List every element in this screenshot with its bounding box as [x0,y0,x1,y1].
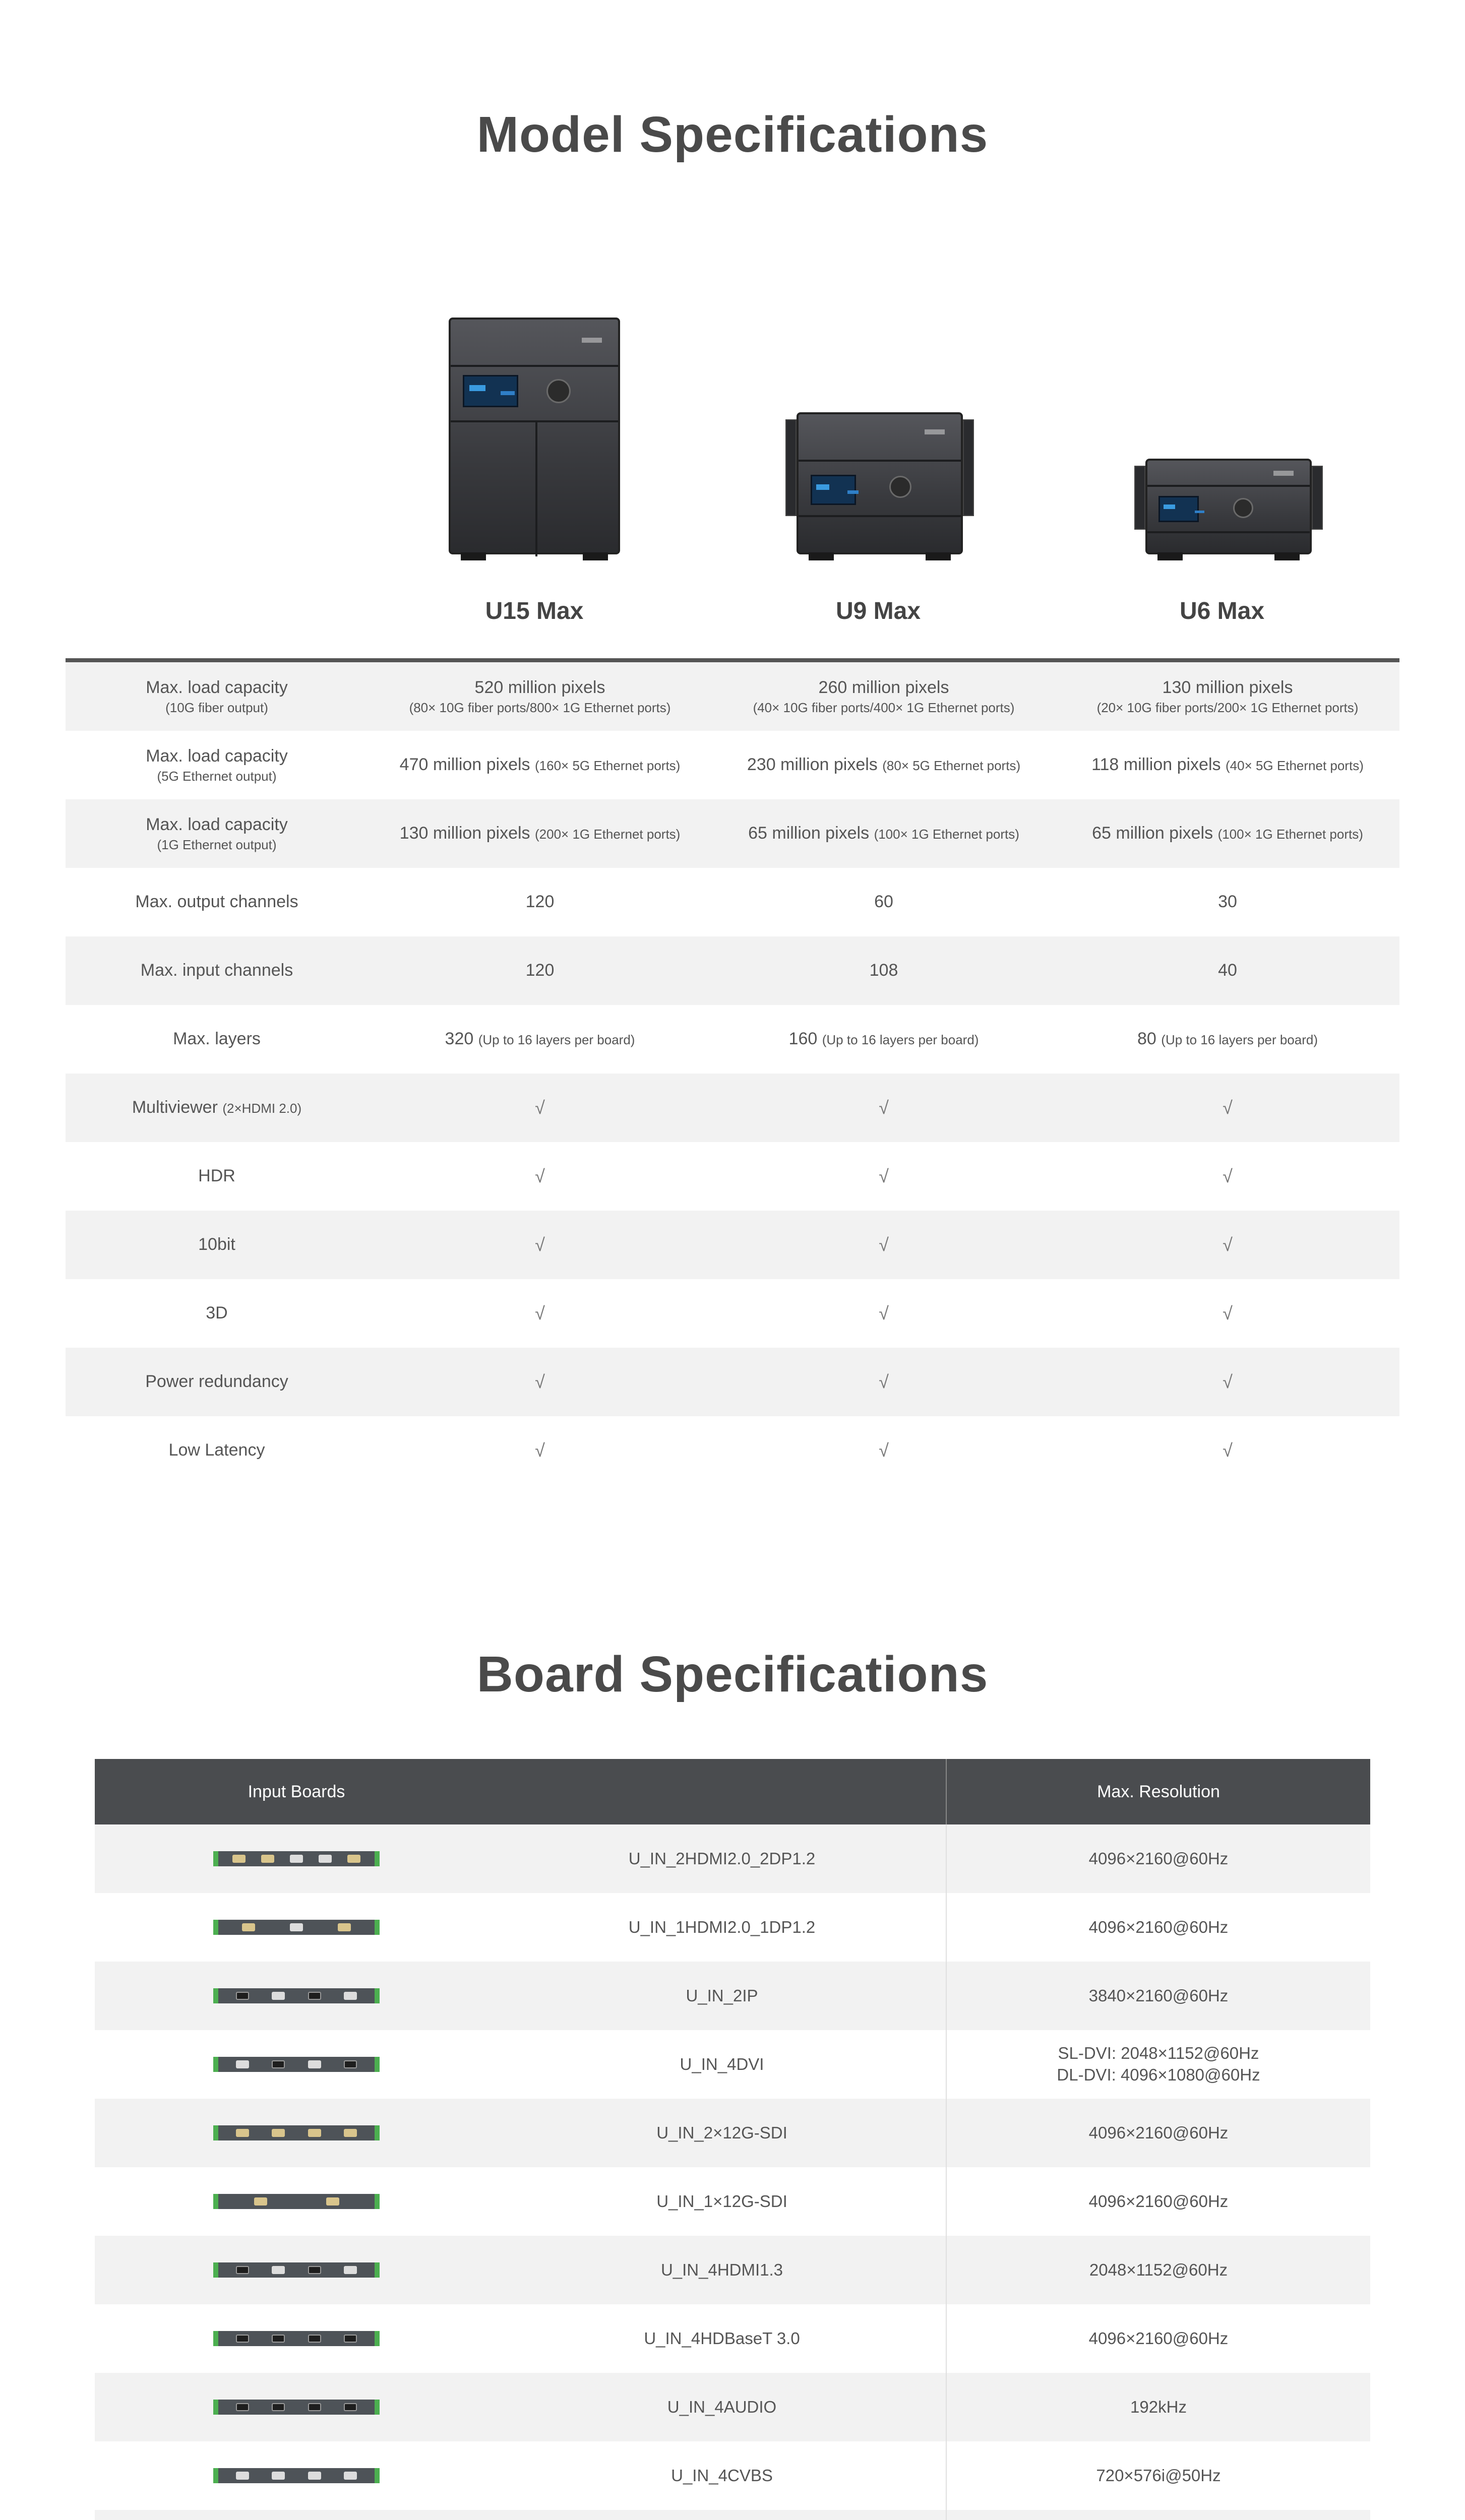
board-row [95,2236,1370,2304]
board-spec-value: 4096×2160@60Hz [1088,1917,1229,1936]
board-image [213,2125,380,2140]
board-image [213,2468,380,2483]
board-name: U_IN_4HDMI1.3 [498,2236,947,2304]
board-name: U_IN_1×12G-SDI [498,2167,947,2236]
board-image [213,2194,380,2209]
spec-row-load-5g: Max. load capacity (5G Ethernet output) 470 million pixels (160× 5G Ethernet ports) 230 million pixels (80× 5G Ethernet ports) 118 million pixels (40× 5G Ethernet ports) [146,746,1364,784]
board-image [213,1988,380,2003]
u6-max-device-image [1145,459,1312,554]
spec-row-input-channels: Max. input channels 120 108 40 [66,936,1399,1005]
board-name: U_IN_4DVI [498,2030,947,2099]
board-name: U_IN_2HDMI2.0_2DP1.2 [498,1824,947,1893]
board-name: U_IN_4CVBS [498,2441,947,2510]
group-column-header: Max. Resolution [1097,1782,1220,1801]
board-image [213,2057,380,2072]
board-spec-value: 4096×2160@60Hz [1088,2328,1229,2348]
board-spec-table [95,1759,1370,2520]
board-spec-value: 4096×2160@60Hz [1088,2191,1229,2211]
board-image [213,2262,380,2278]
board-spec-value: 3840×2160@60Hz [1088,1986,1229,2005]
board-row [95,1893,1370,1962]
u15-max-device-image [449,318,620,554]
board-row [95,2441,1370,2510]
board-specifications-title: Board Specifications [476,1646,989,1703]
model-spec-table [66,658,1399,1485]
spec-row-layers: Max. layers 320 (Up to 16 layers per board) 160 (Up to 16 layers per board) 80 (Up to 16 layers per board) [173,1029,1318,1049]
spec-row-load-1g: Max. load capacity (1G Ethernet output) 130 million pixels (200× 1G Ethernet ports) 65 million pixels (100× 1G Ethernet ports) 65 million pixels (100× 1G Ethernet ports) [66,799,1399,868]
model-name-u9-max: U9 Max [835,598,921,624]
board-image [213,2331,380,2346]
model-name-u15-max: U15 Max [485,598,584,624]
board-name: U_IN_2IP [498,1962,947,2030]
spec-row-low-latency: Low Latency √ √ √ [168,1439,1233,1461]
board-spec-value: 4096×2160@60Hz [1088,2123,1229,2142]
board-row [95,2373,1370,2441]
board-image [213,1920,380,1935]
board-name: U_IN_4AUDIO [498,2373,947,2441]
spec-row-output-channels: Max. output channels 120 60 30 [135,892,1237,912]
model-specifications-title: Model Specifications [476,106,989,163]
board-spec-value: 720×576i@50Hz [1096,2466,1221,2485]
board-image [213,1851,380,1866]
board-row [95,1824,1370,1893]
board-row [95,2510,1370,2520]
board-name: U_IN_2×12G-SDI [498,2099,947,2167]
board-spec-value: SL-DVI: 2048×1152@60Hz DL-DVI: 4096×1080@60Hz [1057,2044,1260,2084]
spec-row-10bit: 10bit √ √ √ [66,1211,1399,1279]
spec-row-multiviewer: Multiviewer (2×HDMI 2.0) √ √ √ [66,1074,1399,1142]
model-name-u6-max: U6 Max [1179,598,1265,624]
board-row [95,2030,1370,2099]
board-row [95,1962,1370,2030]
spec-row-power-redundancy: Power redundancy √ √ √ [66,1348,1399,1416]
spec-row-hdr: HDR √ √ √ [198,1165,1233,1186]
board-image [213,2400,380,2415]
board-row [95,2304,1370,2373]
board-row [95,2099,1370,2167]
board-group-header [95,1759,1370,1824]
board-spec-value: 4096×2160@60Hz [1088,1849,1229,1868]
board-spec-value: 2048×1152@60Hz [1089,2260,1228,2279]
group-title: Input Boards [248,1782,345,1801]
board-row [95,2167,1370,2236]
board-name: U_IN_1HDMI2.0_1DP1.2 [498,1893,947,1962]
board-name: U_IN_4HDBaseT 3.0 [498,2304,947,2373]
spec-row-load-10g: Max. load capacity (10G fiber output) 520 million pixels (80× 10G fiber ports/800× 1G Ethernet ports) 260 million pixels (40× 10G fiber ports/400× 1G Ethernet ports) 130 million pixels (20× 10G fiber ports/200× 1G Ethernet ports) [66,662,1399,731]
board-spec-value: 192kHz [1130,2397,1187,2416]
u9-max-device-image [797,412,963,554]
spec-row-3d: 3D √ √ √ [206,1302,1233,1324]
board-name [498,2510,947,2520]
